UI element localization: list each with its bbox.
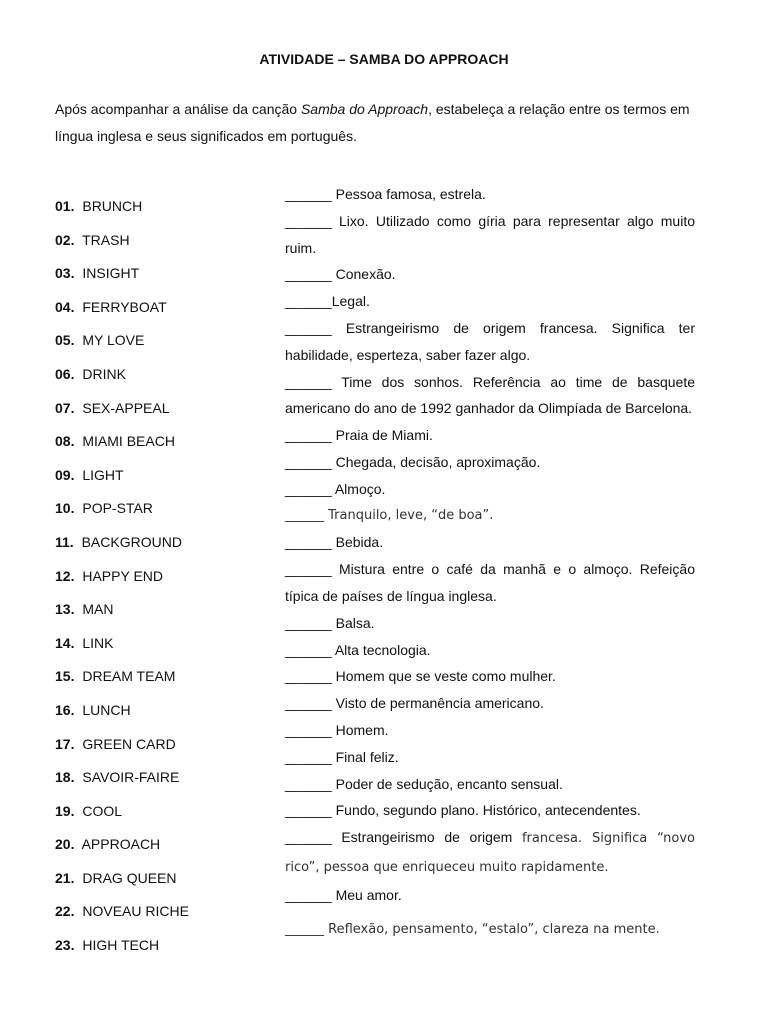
term-text: MIAMI BEACH [82, 433, 175, 450]
term-number: 04. [55, 298, 75, 315]
term-text: TRASH [82, 231, 130, 248]
answer-blank: ______ [285, 641, 332, 658]
definition-item [285, 503, 695, 530]
definition-text: Homem que se veste como mulher. [331, 668, 556, 685]
term-item [55, 293, 275, 327]
instructions-text-start: Após acompanhar a análise da canção [55, 101, 301, 117]
definition-item [285, 449, 695, 476]
term-number: 14. [55, 634, 75, 651]
term-item [55, 326, 275, 360]
term-text: LUNCH [82, 701, 131, 718]
terms-list [55, 192, 275, 965]
term-item [55, 494, 275, 528]
term-text: FERRYBOAT [82, 298, 167, 315]
definition-text: Meu amor. [331, 886, 402, 903]
term-item [55, 897, 275, 931]
term-item [55, 192, 275, 226]
term-text: MY LOVE [82, 332, 145, 349]
definition-text: Fundo, segundo plano. Histórico, antecendentes. [331, 802, 641, 819]
definition-item [285, 824, 695, 882]
instructions-text-end: , estabeleça a relação entre os termos em língua inglesa e seus significados em português. [55, 101, 690, 144]
term-number: 20. [55, 836, 75, 853]
term-text: NOVEAU RICHE [82, 903, 189, 920]
term-text: DREAM TEAM [82, 668, 176, 685]
term-number: 19. [55, 802, 75, 819]
term-item [55, 427, 275, 461]
term-number: 01. [55, 198, 75, 214]
definitions-list [285, 181, 695, 943]
definition-text: Visto de permanência americano. [331, 695, 544, 712]
term-item [55, 226, 275, 260]
definition-item [285, 261, 695, 288]
term-text: POP-STAR [82, 500, 153, 517]
answer-blank: ______ [285, 266, 332, 283]
definition-item [285, 422, 695, 449]
answer-blank: ______ [285, 721, 332, 738]
song-title: Samba do Approach [300, 101, 429, 117]
term-text: BACKGROUND [81, 533, 182, 550]
term-number: 21. [55, 869, 75, 886]
definition-text: Time dos sonhos. Referência ao time de basquete americano do ano de 1992 ganhador da Olimpíada de Barcelona. [285, 373, 695, 417]
answer-blank: ______ [285, 775, 332, 792]
term-number: 23. [55, 937, 75, 954]
definition-text: Conexão. [331, 266, 396, 283]
definition-item [285, 744, 695, 771]
definition-text: Estrangeirismo de origem [331, 829, 522, 846]
definition-text: Chegada, decisão, aproximação. [331, 453, 541, 470]
definition-text: Homem. [331, 721, 389, 738]
term-number: 13. [55, 601, 75, 618]
instructions [55, 96, 695, 150]
answer-blank: ______ [285, 668, 332, 685]
answer-blank: ______ [285, 293, 332, 310]
definition-text: Balsa. [331, 614, 375, 631]
answer-blank: ______ [285, 561, 332, 578]
term-number: 15. [55, 668, 75, 685]
definition-item [285, 610, 695, 637]
answer-blank: ______ [285, 507, 324, 523]
term-item [55, 763, 275, 797]
answer-blank: ______ [285, 614, 332, 631]
term-number: 05. [55, 332, 75, 349]
definition-item [285, 797, 695, 824]
term-text: HIGH TECH [82, 937, 160, 954]
definition-text: Almoço. [331, 480, 386, 497]
term-number: 22. [55, 903, 75, 920]
definition-item [285, 208, 695, 262]
definition-item [285, 288, 695, 315]
definition-text: Bebida. [331, 534, 384, 551]
definition-item [285, 771, 695, 798]
term-number: 07. [55, 399, 75, 416]
answer-blank: ______ [285, 480, 332, 497]
term-item [55, 730, 275, 764]
term-item [55, 259, 275, 293]
definition-item [285, 529, 695, 556]
definition-item [285, 476, 695, 503]
term-text: GREEN CARD [82, 735, 176, 752]
definition-text: Tranquilo, leve, “de boa”. [324, 507, 494, 523]
definition-text: Pessoa famosa, estrela. [331, 186, 486, 202]
term-item [55, 864, 275, 898]
term-text: INSIGHT [82, 265, 140, 282]
term-text: COOL [82, 802, 123, 819]
term-number: 09. [55, 466, 75, 483]
definition-item [285, 369, 695, 423]
definition-item [285, 717, 695, 744]
term-text: DRINK [82, 365, 126, 382]
page-title: ATIVIDADE – SAMBA DO APPROACH [259, 51, 509, 67]
definition-text: Poder de sedução, encanto sensual. [331, 775, 563, 792]
answer-blank: ______ [285, 212, 332, 229]
term-item [55, 595, 275, 629]
definition-item [285, 690, 695, 717]
definition-text: Alta tecnologia. [331, 641, 431, 658]
answer-blank: ______ [285, 829, 332, 846]
definition-text: Lixo. Utilizado como gíria para representar algo muito ruim. [285, 212, 695, 256]
term-text: DRAG QUEEN [82, 869, 177, 886]
answer-blank: ______ [285, 748, 332, 765]
term-text: LINK [82, 634, 114, 651]
answer-blank: ______ [285, 886, 332, 903]
definition-item [285, 882, 695, 909]
answer-blank: ______ [285, 319, 332, 336]
term-text: MAN [82, 601, 114, 618]
answer-blank: ______ [285, 695, 332, 712]
answer-blank: ______ [285, 186, 332, 202]
definition-item [285, 917, 695, 944]
term-number: 11. [55, 533, 74, 550]
term-item [55, 394, 275, 428]
definition-item [285, 663, 695, 690]
definition-item [285, 637, 695, 664]
answer-blank: ______ [285, 373, 332, 390]
answer-blank: ______ [285, 802, 332, 819]
answer-blank: ______ [285, 427, 332, 444]
definition-text: Estrangeirismo de origem francesa. Significa ter habilidade, esperteza, saber fazer algo. [285, 319, 695, 363]
term-number: 10. [55, 500, 75, 517]
term-text: SAVOIR-FAIRE [82, 769, 180, 786]
term-text: BRUNCH [82, 198, 143, 214]
term-item [55, 562, 275, 596]
definition-text: Final feliz. [331, 748, 399, 765]
term-text: APPROACH [81, 836, 161, 853]
term-number: 12. [55, 567, 75, 584]
term-text: SEX-APPEAL [82, 399, 170, 416]
term-text: LIGHT [82, 466, 124, 483]
term-item [55, 797, 275, 831]
term-item [55, 528, 275, 562]
term-text: HAPPY END [82, 567, 164, 584]
answer-blank: ______ [285, 453, 332, 470]
term-item [55, 461, 275, 495]
definition-item [285, 315, 695, 369]
term-item [55, 696, 275, 730]
term-item [55, 629, 275, 663]
definition-text: Praia de Miami. [331, 427, 433, 444]
answer-blank: ______ [285, 534, 332, 551]
definition-text: Mistura entre o café da manhã e o almoço. Refeição típica de países de língua inglesa. [285, 561, 695, 604]
term-item [55, 830, 275, 864]
term-number: 03. [55, 265, 75, 282]
term-number: 18. [55, 769, 75, 786]
definition-text: Reflexão, pensamento, “estalo”, clareza na mente. [324, 921, 660, 937]
answer-blank: ______ [285, 921, 324, 937]
definition-text: Legal. [331, 293, 370, 310]
term-number: 02. [55, 231, 75, 248]
definition-text-continued: francesa. Significa “novo rico”, pessoa que enriqueceu muito rapidamente. [285, 831, 695, 875]
term-number: 16. [55, 701, 75, 718]
term-number: 08. [55, 433, 75, 450]
definition-item [285, 556, 695, 610]
term-item [55, 662, 275, 696]
term-item [55, 360, 275, 394]
term-number: 17. [55, 735, 75, 752]
term-item [55, 931, 275, 965]
term-number: 06. [55, 365, 75, 382]
definition-item [285, 181, 695, 208]
